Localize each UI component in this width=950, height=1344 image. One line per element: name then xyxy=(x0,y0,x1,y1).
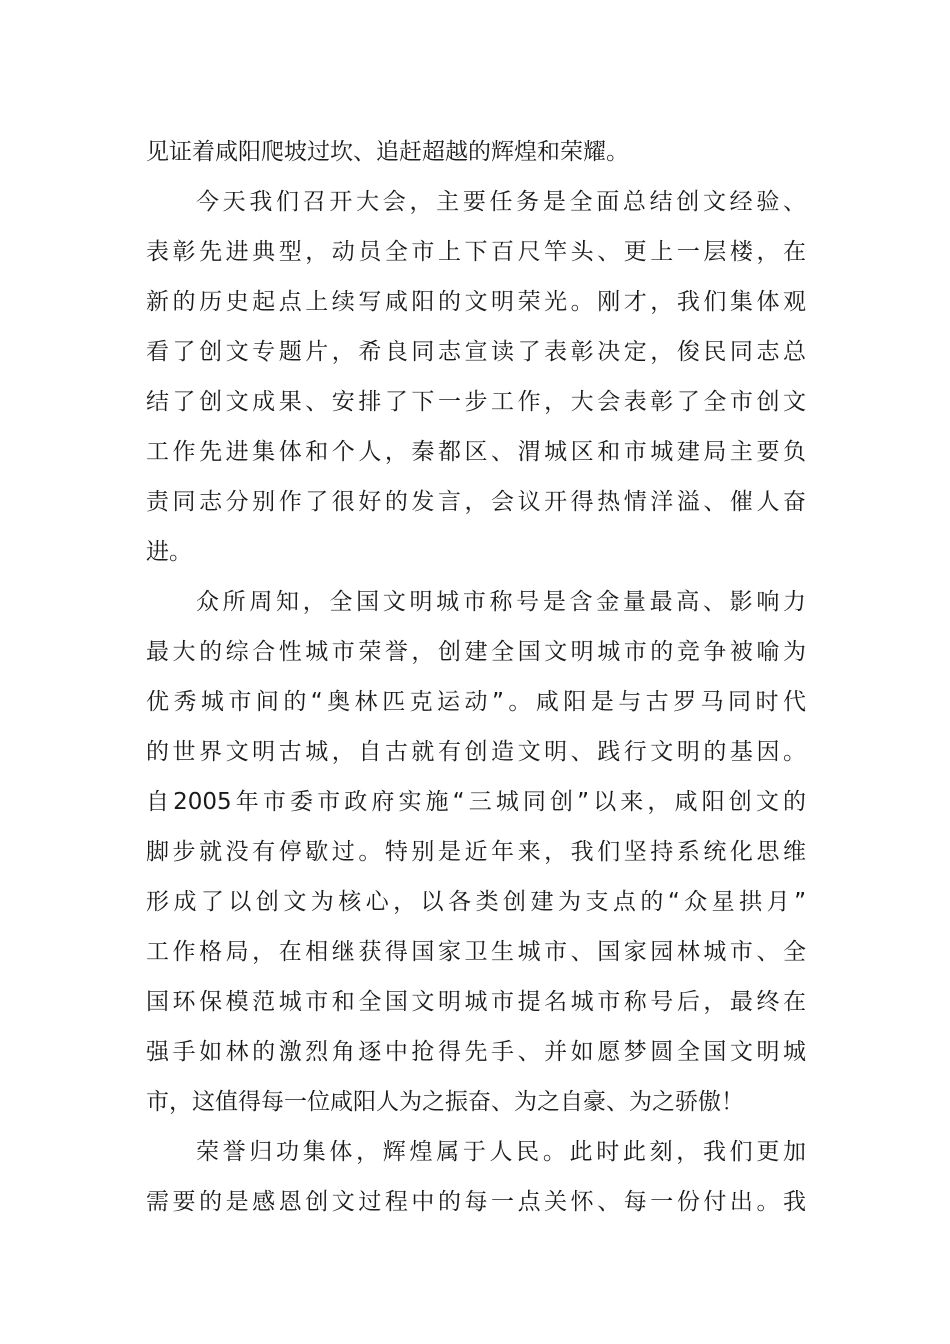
text-line: 见证着咸阳爬坡过坎、追赶超越的辉煌和荣耀。 xyxy=(146,139,629,165)
text-line: 国环保模范城市和全国文明城市提名城市称号后，最终在 xyxy=(146,989,806,1015)
paragraph-first-line: 荣誉归功集体，辉煌属于人民。此时此刻，我们更加 xyxy=(196,1139,806,1165)
text-line: 脚步就没有停歇过。特别是近年来，我们坚持系统化思维 xyxy=(146,839,806,865)
text-line: 需要的是感恩创文过程中的每一点关怀、每一份付出。我 xyxy=(146,1189,806,1215)
text-line: 市，这值得每一位咸阳人为之振奋、为之自豪、为之骄傲！ xyxy=(146,1089,744,1115)
text-line: 自2005年市委市政府实施“三城同创”以来，咸阳创文的 xyxy=(146,789,806,815)
text-line: 结了创文成果、安排了下一步工作，大会表彰了全市创文 xyxy=(146,389,806,415)
text-line: 看了创文专题片，希良同志宣读了表彰决定，俊民同志总 xyxy=(146,339,806,365)
text-line: 表彰先进典型，动员全市上下百尺竿头、更上一层楼，在 xyxy=(146,239,806,265)
text-line: 新的历史起点上续写咸阳的文明荣光。刚才，我们集体观 xyxy=(146,289,806,315)
text-line: 进。 xyxy=(146,539,192,565)
paragraph-first-line: 今天我们召开大会，主要任务是全面总结创文经验、 xyxy=(196,189,806,215)
text-line: 形成了以创文为核心，以各类创建为支点的“众星拱月” xyxy=(146,889,806,915)
text-line: 的世界文明古城，自古就有创造文明、践行文明的基因。 xyxy=(146,739,806,765)
text-line: 责同志分别作了很好的发言，会议开得热情洋溢、催人奋 xyxy=(146,489,806,515)
text-line: 工作先进集体和个人，秦都区、渭城区和市城建局主要负 xyxy=(146,439,806,465)
paragraph-first-line: 众所周知，全国文明城市称号是含金量最高、影响力 xyxy=(196,589,806,615)
text-line: 强手如林的激烈角逐中抢得先手、并如愿梦圆全国文明城 xyxy=(146,1039,806,1065)
text-line: 工作格局，在相继获得国家卫生城市、国家园林城市、全 xyxy=(146,939,806,965)
text-line: 最大的综合性城市荣誉，创建全国文明城市的竞争被喻为 xyxy=(146,639,806,665)
text-line: 优秀城市间的“奥林匹克运动”。咸阳是与古罗马同时代 xyxy=(146,689,806,715)
